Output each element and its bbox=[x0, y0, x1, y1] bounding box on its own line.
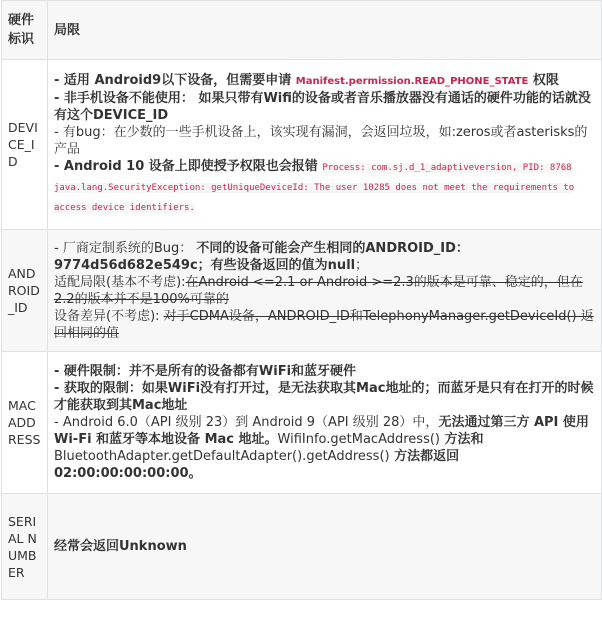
header-limitations: 局限 bbox=[48, 1, 602, 60]
table-row-android-id bbox=[2, 230, 602, 352]
limitations-mac-address bbox=[48, 352, 602, 494]
key-mac-address: MAC ADDRESS bbox=[2, 352, 48, 494]
key-device-id: DEVICE_ID bbox=[2, 60, 48, 230]
table-header-row bbox=[2, 1, 602, 60]
mac-line-3: - Android 6.0（API 级别 23）到 Android 9（API 级别 28）中，无法通过第三方 API 使用 Wi-Fi 和蓝牙等本地设备 Mac 地址。WifiInfo.getMacAddress() 方法和 BluetoothAdapter.getDefaultAdapter().getAddress() 方法都返回 02:00:00:00:00:00。 bbox=[54, 415, 589, 481]
hardware-id-limitations-table bbox=[1, 0, 602, 600]
header-hardware-id: 硬件标识 bbox=[2, 1, 48, 60]
mac-line-1: - 硬件限制：并不是所有的设备都有WiFi和蓝牙硬件 bbox=[54, 364, 357, 379]
table-row-serial-number bbox=[2, 494, 602, 600]
android-id-line-3: 设备差异(不考虑): 对于CDMA设备，ANDROID_ID和TelephonyManager.getDeviceId() 返回相同的值 bbox=[54, 308, 594, 341]
key-serial-number: SERIAL NUMBER bbox=[2, 494, 48, 600]
device-id-line-4: - Android 10 设备上即使授予权限也会报错 Process: com.sj.d_1_adaptiveversion, PID: 8768 java.lang.SecurityException: getUniqueDeviceId: The user 10285 does not meet the requirements to access device identifiers. bbox=[54, 158, 575, 213]
key-android-id: ANDROID_ID bbox=[2, 230, 48, 352]
device-id-line-1: - 适用 Android9以下设备，但需要申请 Manifest.permission.READ_PHONE_STATE 权限 bbox=[54, 72, 559, 88]
android-id-line-1: - 厂商定制系统的Bug： 不同的设备可能会产生相同的ANDROID_ID：9774d56d682e549c；有些设备返回的值为null； bbox=[54, 240, 469, 273]
mac-line-2: - 获取的限制：如果WiFi没有打开过，是无法获取其Mac地址的；而蓝牙是只有在打开的时候才能获取到其Mac地址 bbox=[54, 381, 594, 413]
table-row-device-id bbox=[2, 60, 602, 230]
android-id-line-2: 适配局限(基本不考虑):在Android <=2.1 or Android >=2.3的版本是可靠、稳定的，但在2.2的版本并不是100%可靠的 bbox=[54, 274, 583, 307]
permission-code: Manifest.permission.READ_PHONE_STATE bbox=[295, 75, 529, 87]
limitations-device-id bbox=[48, 60, 602, 230]
table-row-mac-address bbox=[2, 352, 602, 494]
device-id-line-2: - 非手机设备不能使用： 如果只带有Wifi的设备或者音乐播放器没有通话的硬件功能的话就没有这个DEVICE_ID bbox=[54, 90, 591, 123]
limitations-serial-number: 经常会返回Unknown bbox=[48, 494, 602, 600]
limitations-android-id bbox=[48, 230, 602, 352]
error-log-code: Process: com.sj.d_1_adaptiveversion, PID: 8768 java.lang.SecurityException: getUniqueDeviceId: The user 10285 does not meet the requirements to access device identifiers. bbox=[54, 162, 575, 213]
device-id-line-3: - 有bug：在少数的一些手机设备上，该实现有漏洞，会返回垃圾，如:zeros或者asterisks的产品 bbox=[54, 124, 588, 157]
